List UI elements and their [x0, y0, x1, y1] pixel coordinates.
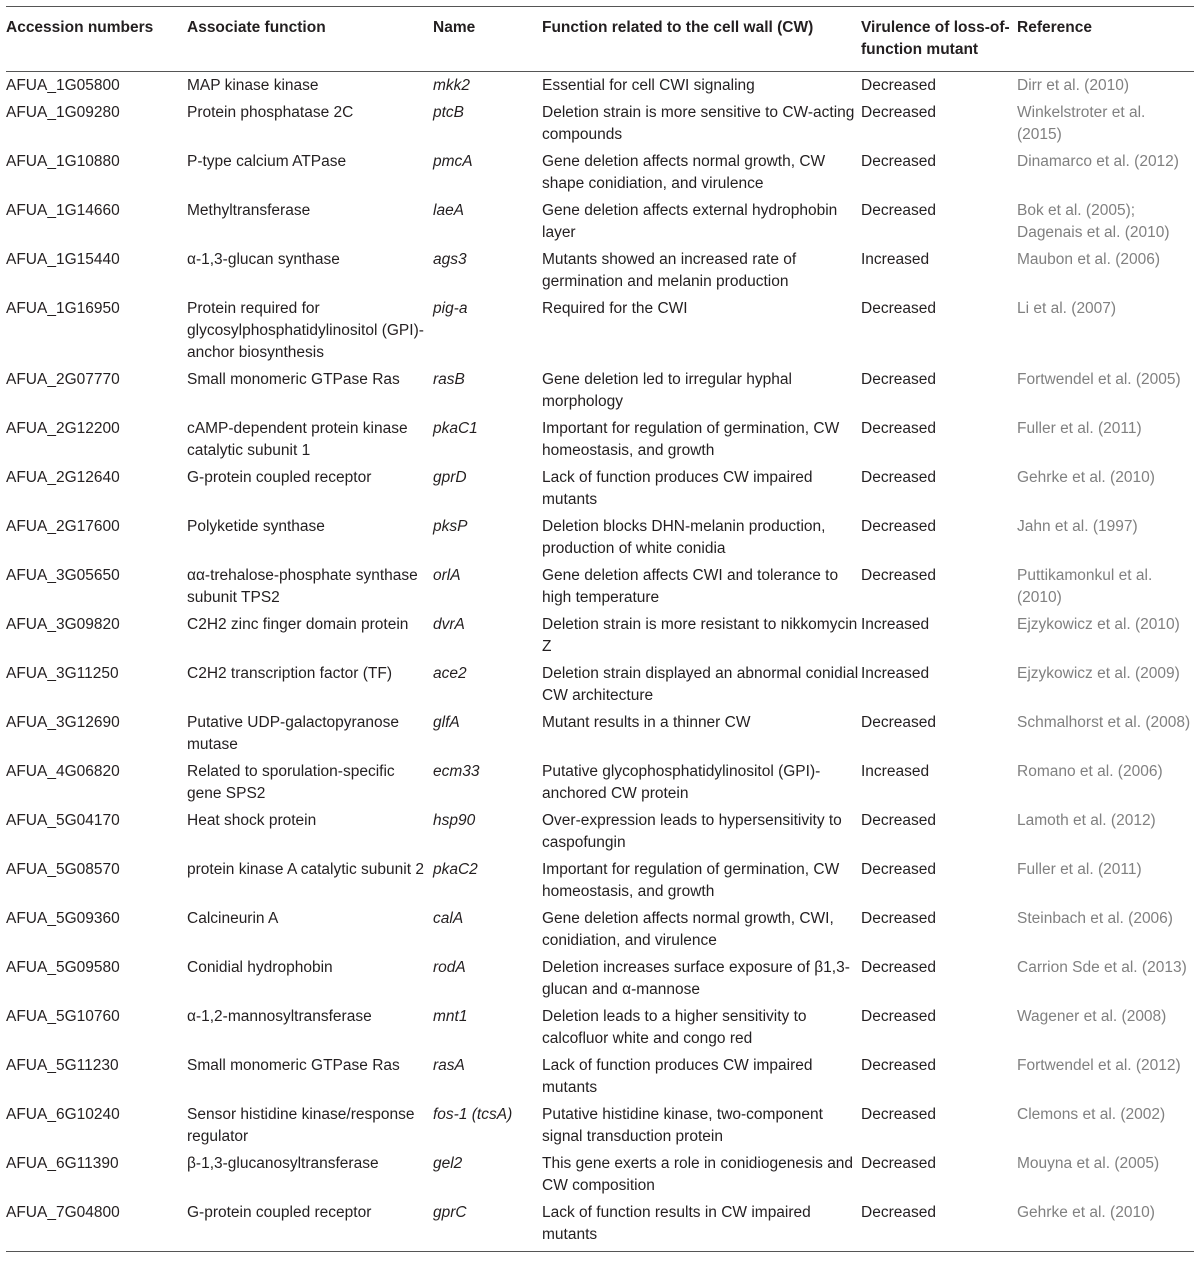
cell-virulence: Decreased — [861, 959, 936, 976]
cell-function: Conidial hydrophobin — [187, 959, 333, 976]
table-row — [6, 1104, 1194, 1153]
header-row — [6, 7, 1194, 72]
cell-reference: Mouyna et al. (2005) — [1017, 1155, 1160, 1172]
cell-gene-name: rodA — [433, 959, 466, 976]
table-row — [6, 72, 1194, 103]
cell-function: α-1,3-glucan synthase — [187, 251, 340, 268]
cell-cw-function: Essential for cell CWI signaling — [542, 77, 755, 94]
cell-reference: Dirr et al. (2010) — [1017, 77, 1129, 94]
table-row — [6, 1055, 1194, 1104]
table-row — [6, 663, 1194, 712]
cell-accession: AFUA_5G09360 — [6, 910, 120, 927]
cell-cw-function: Mutants showed an increased rate of germination and melanin production — [542, 251, 797, 290]
cell-reference: Li et al. (2007) — [1017, 300, 1117, 317]
cell-virulence: Increased — [861, 616, 930, 633]
cell-reference: Bok et al. (2005); Dagenais et al. (2010) — [1017, 202, 1170, 241]
header-accession: Accession numbers — [6, 19, 154, 36]
cell-accession: AFUA_3G11250 — [6, 665, 119, 682]
gene-table — [6, 6, 1194, 1252]
table-row — [6, 200, 1194, 249]
cell-virulence: Decreased — [861, 1204, 936, 1221]
cell-virulence: Decreased — [861, 714, 936, 731]
header-function: Associate function — [187, 19, 326, 36]
cell-accession: AFUA_3G12690 — [6, 714, 120, 731]
header-cw-function: Function related to the cell wall (CW) — [542, 19, 814, 36]
cell-reference: Maubon et al. (2006) — [1017, 251, 1161, 268]
table-row — [6, 614, 1194, 663]
cell-cw-function: Deletion blocks DHN-melanin production, production of white conidia — [542, 518, 826, 557]
cell-virulence: Decreased — [861, 812, 936, 829]
cell-gene-name: mkk2 — [433, 77, 471, 94]
cell-gene-name: pksP — [433, 518, 468, 535]
cell-virulence: Decreased — [861, 420, 936, 437]
cell-function: Small monomeric GTPase Ras — [187, 1057, 400, 1074]
table-row — [6, 418, 1194, 467]
cell-reference: Fuller et al. (2011) — [1017, 420, 1142, 437]
table-row — [6, 957, 1194, 1006]
cell-gene-name: dvrA — [433, 616, 465, 633]
cell-reference: Wagener et al. (2008) — [1017, 1008, 1167, 1025]
cell-reference: Dinamarco et al. (2012) — [1017, 153, 1179, 170]
cell-gene-name: ace2 — [433, 665, 467, 682]
table-row — [6, 102, 1194, 151]
cell-gene-name: mnt1 — [433, 1008, 468, 1025]
cell-cw-function: Gene deletion affects CWI and tolerance to high temperature — [542, 567, 839, 606]
cell-accession: AFUA_1G16950 — [6, 300, 120, 317]
cell-virulence: Decreased — [861, 1008, 936, 1025]
cell-reference: Schmalhorst et al. (2008) — [1017, 714, 1191, 731]
cell-function: C2H2 zinc finger domain protein — [187, 616, 409, 633]
cell-virulence: Decreased — [861, 77, 936, 94]
cell-cw-function: Gene deletion affects normal growth, CW shape conidiation, and virulence — [542, 153, 826, 192]
table-row — [6, 151, 1194, 200]
cell-cw-function: Putative histidine kinase, two-component signal transduction protein — [542, 1106, 823, 1145]
cell-gene-name: fos-1 (tcsA) — [433, 1106, 513, 1123]
cell-virulence: Decreased — [861, 518, 936, 535]
table-row — [6, 1202, 1194, 1252]
cell-reference: Ejzykowicz et al. (2009) — [1017, 665, 1180, 682]
cell-gene-name: pkaC2 — [433, 861, 478, 878]
table-row — [6, 298, 1194, 369]
cell-virulence: Decreased — [861, 910, 936, 927]
cell-gene-name: glfA — [433, 714, 460, 731]
cell-accession: AFUA_2G12640 — [6, 469, 120, 486]
cell-function: G-protein coupled receptor — [187, 469, 372, 486]
cell-accession: AFUA_7G04800 — [6, 1204, 120, 1221]
cell-function: Putative UDP-galactopyranose mutase — [187, 714, 399, 753]
cell-gene-name: ptcB — [433, 104, 465, 121]
cell-function: α-1,2-mannosyltransferase — [187, 1008, 372, 1025]
header-reference: Reference — [1017, 19, 1092, 36]
cell-reference: Fortwendel et al. (2005) — [1017, 371, 1181, 388]
cell-gene-name: ecm33 — [433, 763, 480, 780]
table-row — [6, 761, 1194, 810]
cell-cw-function: Gene deletion led to irregular hyphal morphology — [542, 371, 792, 410]
cell-accession: AFUA_4G06820 — [6, 763, 120, 780]
cell-function: Calcineurin A — [187, 910, 279, 927]
table-row — [6, 908, 1194, 957]
cell-reference: Jahn et al. (1997) — [1017, 518, 1138, 535]
table-row — [6, 859, 1194, 908]
cell-function: Related to sporulation-specific gene SPS2 — [187, 763, 395, 802]
cell-gene-name: hsp90 — [433, 812, 476, 829]
cell-function: Protein phosphatase 2C — [187, 104, 354, 121]
table-body — [6, 72, 1194, 1252]
header-name: Name — [433, 19, 476, 36]
cell-accession: AFUA_1G09280 — [6, 104, 120, 121]
cell-accession: AFUA_2G12200 — [6, 420, 120, 437]
cell-cw-function: Gene deletion affects normal growth, CWI, conidiation, and virulence — [542, 910, 834, 949]
cell-gene-name: gel2 — [433, 1155, 463, 1172]
cell-reference: Fortwendel et al. (2012) — [1017, 1057, 1181, 1074]
cell-cw-function: Lack of function produces CW impaired mutants — [542, 469, 813, 508]
cell-virulence: Decreased — [861, 1155, 936, 1172]
cell-function: cAMP-dependent protein kinase catalytic subunit 1 — [187, 420, 408, 459]
table-row — [6, 1006, 1194, 1055]
cell-accession: AFUA_2G17600 — [6, 518, 120, 535]
table-row — [6, 712, 1194, 761]
cell-accession: AFUA_1G05800 — [6, 77, 120, 94]
cell-virulence: Increased — [861, 251, 930, 268]
cell-cw-function: Lack of function produces CW impaired mutants — [542, 1057, 813, 1096]
cell-gene-name: pkaC1 — [433, 420, 478, 437]
cell-cw-function: Deletion strain is more sensitive to CW-acting compounds — [542, 104, 855, 143]
cell-function: Methyltransferase — [187, 202, 311, 219]
cell-function: Small monomeric GTPase Ras — [187, 371, 400, 388]
cell-cw-function: Deletion strain is more resistant to nikkomycin Z — [542, 616, 858, 655]
cell-gene-name: rasB — [433, 371, 465, 388]
cell-reference: Clemons et al. (2002) — [1017, 1106, 1166, 1123]
cell-virulence: Decreased — [861, 104, 936, 121]
cell-virulence: Decreased — [861, 300, 936, 317]
cell-accession: AFUA_5G04170 — [6, 812, 120, 829]
cell-virulence: Decreased — [861, 1057, 936, 1074]
table-row — [6, 467, 1194, 516]
cell-accession: AFUA_5G09580 — [6, 959, 120, 976]
cell-gene-name: gprC — [433, 1204, 467, 1221]
table-row — [6, 565, 1194, 614]
cell-cw-function: Deletion increases surface exposure of β1,3-glucan and α-mannose — [542, 959, 850, 998]
cell-reference: Steinbach et al. (2006) — [1017, 910, 1173, 927]
cell-gene-name: gprD — [433, 469, 467, 486]
cell-function: C2H2 transcription factor (TF) — [187, 665, 392, 682]
header-virulence: Virulence of loss-of-function mutant — [861, 19, 1010, 58]
cell-reference: Lamoth et al. (2012) — [1017, 812, 1156, 829]
cell-accession: AFUA_1G10880 — [6, 153, 120, 170]
cell-reference: Fuller et al. (2011) — [1017, 861, 1142, 878]
cell-cw-function: This gene exerts a role in conidiogenesis and CW composition — [542, 1155, 854, 1194]
cell-reference: Carrion Sde et al. (2013) — [1017, 959, 1187, 976]
cell-cw-function: Deletion leads to a higher sensitivity to calcofluor white and congo red — [542, 1008, 807, 1047]
cell-reference: Ejzykowicz et al. (2010) — [1017, 616, 1180, 633]
cell-accession: AFUA_6G10240 — [6, 1106, 120, 1123]
cell-accession: AFUA_5G11230 — [6, 1057, 119, 1074]
cell-accession: AFUA_1G15440 — [6, 251, 120, 268]
table-row — [6, 516, 1194, 565]
cell-function: protein kinase A catalytic subunit 2 — [187, 861, 424, 878]
cell-gene-name: pmcA — [433, 153, 473, 170]
table-row — [6, 810, 1194, 859]
cell-accession: AFUA_1G14660 — [6, 202, 120, 219]
cell-virulence: Decreased — [861, 861, 936, 878]
table-row — [6, 249, 1194, 298]
cell-gene-name: pig-a — [433, 300, 468, 317]
cell-cw-function: Important for regulation of germination, CW homeostasis, and growth — [542, 420, 840, 459]
cell-reference: Gehrke et al. (2010) — [1017, 1204, 1155, 1221]
cell-virulence: Decreased — [861, 202, 936, 219]
cell-accession: AFUA_3G09820 — [6, 616, 120, 633]
cell-virulence: Decreased — [861, 153, 936, 170]
cell-virulence: Increased — [861, 665, 930, 682]
cell-virulence: Increased — [861, 763, 930, 780]
cell-cw-function: Lack of function results in CW impaired mutants — [542, 1204, 811, 1243]
cell-cw-function: Required for the CWI — [542, 300, 688, 317]
cell-cw-function: Gene deletion affects external hydrophobin layer — [542, 202, 838, 241]
cell-reference: Romano et al. (2006) — [1017, 763, 1163, 780]
table-row — [6, 1153, 1194, 1202]
cell-function: P-type calcium ATPase — [187, 153, 347, 170]
cell-function: β-1,3-glucanosyltransferase — [187, 1155, 379, 1172]
cell-gene-name: calA — [433, 910, 464, 927]
cell-function: αα-trehalose-phosphate synthase subunit TPS2 — [187, 567, 418, 606]
cell-cw-function: Putative glycophosphatidylinositol (GPI)-anchored CW protein — [542, 763, 821, 802]
cell-function: MAP kinase kinase — [187, 77, 319, 94]
cell-function: G-protein coupled receptor — [187, 1204, 372, 1221]
cell-cw-function: Mutant results in a thinner CW — [542, 714, 751, 731]
cell-reference: Gehrke et al. (2010) — [1017, 469, 1155, 486]
cell-cw-function: Over-expression leads to hypersensitivity to caspofungin — [542, 812, 842, 851]
cell-accession: AFUA_3G05650 — [6, 567, 120, 584]
cell-virulence: Decreased — [861, 371, 936, 388]
cell-accession: AFUA_6G11390 — [6, 1155, 119, 1172]
cell-function: Sensor histidine kinase/response regulator — [187, 1106, 415, 1145]
table-row — [6, 369, 1194, 418]
cell-accession: AFUA_5G08570 — [6, 861, 120, 878]
cell-gene-name: ags3 — [433, 251, 467, 268]
cell-virulence: Decreased — [861, 567, 936, 584]
cell-reference: Puttikamonkul et al. (2010) — [1017, 567, 1153, 606]
cell-gene-name: orlA — [433, 567, 461, 584]
table-header — [6, 7, 1194, 72]
cell-gene-name: laeA — [433, 202, 465, 219]
cell-cw-function: Important for regulation of germination, CW homeostasis, and growth — [542, 861, 840, 900]
cell-accession: AFUA_2G07770 — [6, 371, 120, 388]
cell-function: Protein required for glycosylphosphatidylinositol (GPI)-anchor biosynthesis — [187, 300, 424, 361]
cell-reference: Winkelstroter et al. (2015) — [1017, 104, 1146, 143]
cell-virulence: Decreased — [861, 469, 936, 486]
cell-accession: AFUA_5G10760 — [6, 1008, 120, 1025]
cell-cw-function: Deletion strain displayed an abnormal conidial CW architecture — [542, 665, 859, 704]
cell-gene-name: rasA — [433, 1057, 465, 1074]
cell-function: Polyketide synthase — [187, 518, 325, 535]
cell-function: Heat shock protein — [187, 812, 317, 829]
cell-virulence: Decreased — [861, 1106, 936, 1123]
